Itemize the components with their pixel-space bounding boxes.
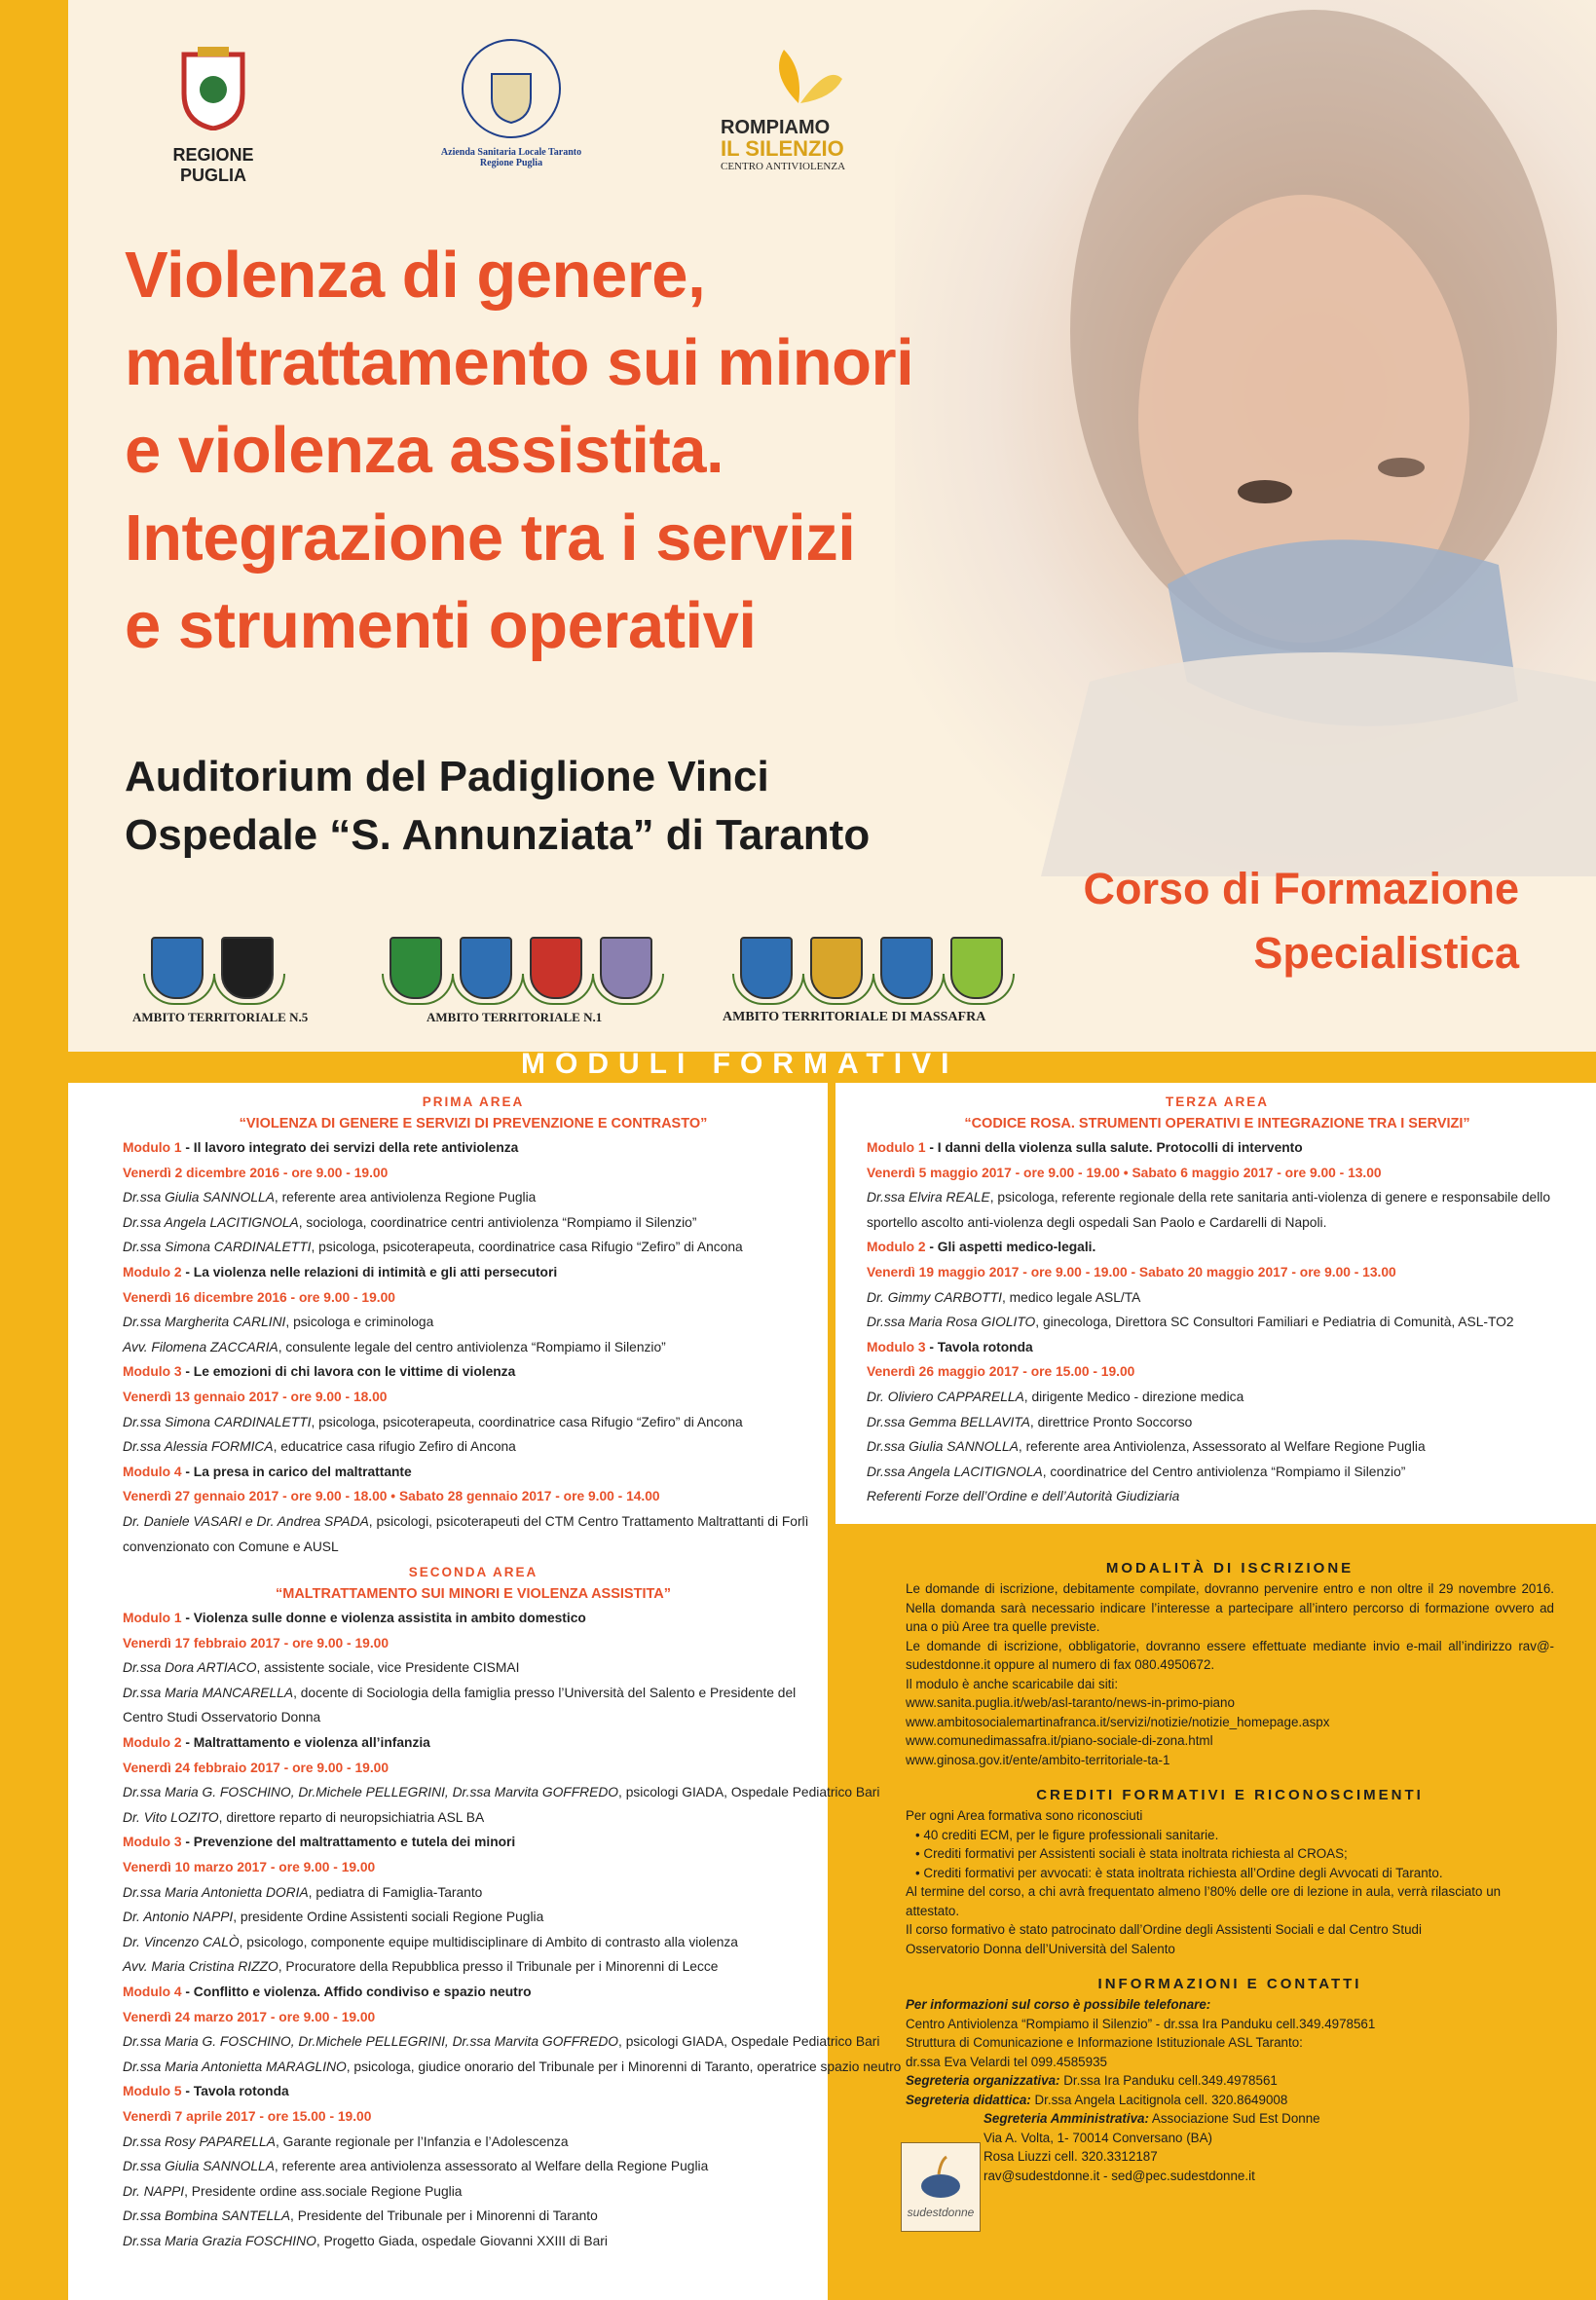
program-line (123, 1681, 824, 1706)
speaker-role: , assistente sociale, vice Presidente CISMAI (256, 1660, 520, 1676)
speaker-role: , dirigente Medico - direzione medica (1023, 1389, 1244, 1404)
speaker-role: , consulente legale del centro antiviolenza “Rompiamo il Silenzio” (278, 1339, 666, 1354)
program-line (867, 1210, 1568, 1236)
program-line (123, 1135, 824, 1161)
crediti-text: Per ogni Area formativa sono riconosciuti (906, 1808, 1143, 1823)
session-date: Venerdì 5 maggio 2017 - ore 9.00 - 19.00 • Sabato 6 maggio 2017 - ore 9.00 - 13.00 (867, 1165, 1382, 1180)
program-line (123, 1705, 824, 1730)
speaker-name: Dr.ssa Maria Grazia FOSCHINO (123, 2233, 316, 2248)
ambito-1-label: AMBITO TERRITORIALE N.1 (427, 1010, 603, 1024)
speaker-role: Centro Studi Osservatorio Donna (123, 1710, 321, 1725)
session-date: Venerdì 24 febbraio 2017 - ore 9.00 - 19.00 (123, 1760, 390, 1775)
seg-amm-label: Segreteria Amministrativa: (984, 2111, 1149, 2126)
module-number: Modulo 2 (123, 1735, 182, 1751)
module-number: Modulo 2 (867, 1240, 926, 1255)
contatti-intro: Per informazioni sul corso è possibile telefonare: (906, 1997, 1211, 2012)
crediti-title: CREDITI FORMATIVI E RICONOSCIMENTI (1036, 1787, 1424, 1803)
speaker-role: , psicologi GIADA, Ospedale Pediatrico Bari (618, 1785, 880, 1800)
program-line (123, 1359, 824, 1385)
address-line: Rosa Liuzzi cell. 320.3312187 (984, 2149, 1158, 2164)
module-number: Modulo 4 (123, 1985, 182, 1999)
logo-ilsilenzio-label: IL SILENZIO (721, 136, 844, 161)
program-line (867, 1484, 1568, 1509)
seg-org-value: Dr.ssa Ira Panduku cell.349.4978561 (1059, 2073, 1278, 2088)
program-line (867, 1260, 1568, 1285)
speaker-name: Dr.ssa Maria G. FOSCHINO, Dr.Michele PELLEGRINI, Dr.ssa Marvita GOFFREDO (123, 2034, 619, 2050)
session-date: Venerdì 13 gennaio 2017 - ore 9.00 - 18.00 (123, 1389, 388, 1404)
contatti-line: Centro Antiviolenza “Rompiamo il Silenzio” - dr.ssa Ira Panduku cell.349.4978561 (906, 2016, 1376, 2031)
iscrizione-text: Le domande di iscrizione, obbligatorie, dovranno essere effettuate mediante invio e-mail all’indirizzo rav@-sudestdonne.it oppure al numero di fax 080.4950672. (906, 1638, 1554, 1672)
speaker-name: Dr.ssa Maria MANCARELLA (123, 1685, 294, 1700)
comune-crest-icon (740, 937, 793, 999)
speaker-role: , psicologi GIADA, Ospedale Pediatrico Bari (618, 2034, 880, 2050)
crediti-text: Il corso formativo è stato patrocinato dall’Ordine degli Assistenti Sociali e dal Centro Studi (906, 1922, 1422, 1937)
speaker-name: Dr.ssa Maria G. FOSCHINO, Dr.Michele PELLEGRINI, Dr.ssa Marvita GOFFREDO (123, 1785, 619, 1800)
program-line (123, 1161, 824, 1186)
module-number: Modulo 3 (123, 1364, 182, 1380)
title-line: maltrattamento sui minori (125, 326, 914, 399)
title-line: e strumenti operativi (125, 589, 757, 662)
speaker-role: , psicologa, giudice onorario del Tribunale per i Minorenni di Taranto, operatrice spazio neutro (346, 2059, 902, 2074)
email-link[interactable]: rav@sudestdonne.it - sed@pec.sudestdonne.it (984, 2168, 1255, 2183)
seg-amm-value: Associazione Sud Est Donne (1148, 2111, 1320, 2126)
module-title: - Gli aspetti medico-legali. (925, 1240, 1096, 1255)
module-title: - Violenza sulle donne e violenza assistita in ambito domestico (181, 1611, 586, 1626)
hero-section (68, 0, 1596, 1052)
speaker-role: convenzionato con Comune e AUSL (123, 1539, 339, 1554)
comune-crest-icon (950, 937, 1003, 999)
program-line (123, 1460, 824, 1485)
speaker-role: , coordinatrice del Centro antiviolenza “Rompiamo il Silenzio” (1042, 1464, 1406, 1479)
speaker-name: Dr. Antonio NAPPI (123, 1910, 234, 1925)
module-title: - Tavola rotonda (181, 2084, 289, 2099)
comune-crest-icon (460, 937, 512, 999)
module-number: Modulo 1 (123, 1140, 182, 1155)
module-number: Modulo 2 (123, 1264, 182, 1280)
info-panel (906, 1558, 1554, 2185)
title-line: Violenza di genere, (125, 239, 706, 312)
program-line (123, 2179, 824, 2205)
course-label (1032, 857, 1519, 985)
speaker-role: , presidente Ordine Assistenti sociali Regione Puglia (233, 1910, 544, 1925)
program-line (867, 1135, 1568, 1161)
session-date: Venerdì 26 maggio 2017 - ore 15.00 - 19.00 (867, 1364, 1135, 1380)
module-number: Modulo 4 (123, 1464, 182, 1479)
program-line (867, 1434, 1568, 1460)
program-line (123, 1335, 824, 1360)
program-line (867, 1285, 1568, 1311)
program-line (123, 1434, 824, 1460)
session-date: Venerdì 24 marzo 2017 - ore 9.00 - 19.00 (123, 2009, 376, 2024)
program-line (123, 1954, 824, 1980)
program-line (867, 1235, 1568, 1260)
speaker-role: , psicologa e criminologa (285, 1315, 434, 1330)
crediti-text: Osservatorio Donna dell’Università del Salento (906, 1941, 1175, 1956)
speaker-name: Dr.ssa Maria Antonietta MARAGLINO (123, 2059, 347, 2074)
crests-ambito-1 (390, 937, 652, 999)
speaker-role: , docente di Sociologia della famiglia presso l’Università del Salento e Presidente del (293, 1685, 797, 1700)
speaker-role: , sociologa, coordinatrice centri antiviolenza “Rompiamo il Silenzio” (298, 1214, 697, 1230)
regione-puglia-shield-icon (178, 45, 248, 130)
speaker-role: , psicologo, componente equipe multidisciplinare di Ambito di contrasto alla violenza (239, 1934, 738, 1949)
program-line (123, 1484, 824, 1509)
program-line (867, 1335, 1568, 1360)
venue-line: Ospedale “S. Annunziata” di Taranto (125, 811, 871, 859)
ambito-5-label: AMBITO TERRITORIALE N.5 (132, 1010, 309, 1024)
ambito-massafra-label: AMBITO TERRITORIALE DI MASSAFRA (723, 1010, 986, 1024)
speaker-role: , ginecologa, Direttora SC Consultori Familiari e Pediatria di Comunità, ASL-TO2 (1035, 1315, 1514, 1330)
speaker-role: , psicologa, referente regionale della rete sanitaria anti-violenza di genere e responsabile dello (989, 1190, 1550, 1206)
speaker-name: Dr.ssa Angela LACITIGNOLA (123, 1214, 299, 1230)
comune-crest-icon (880, 937, 933, 999)
program-line (867, 1310, 1568, 1335)
title-line: e violenza assistita. (125, 414, 724, 487)
download-link[interactable]: www.ginosa.gov.it/ente/ambito-territoriale-ta-1 (906, 1752, 1170, 1767)
program-line (123, 1385, 824, 1410)
program-line (123, 1756, 824, 1781)
program-line (123, 2104, 824, 2130)
module-title: - Le emozioni di chi lavora con le vittime di violenza (181, 1364, 516, 1380)
program-line (867, 1460, 1568, 1485)
asl-taranto-seal-icon (458, 35, 565, 142)
program-line (123, 1631, 824, 1656)
area-title: “VIOLENZA DI GENERE E SERVIZI DI PREVENZIONE E CONTRASTO” (239, 1116, 708, 1131)
speaker-name: Dr.ssa Giulia SANNOLLA (123, 2159, 275, 2174)
teapot-icon (911, 2149, 970, 2203)
program-line (867, 1385, 1568, 1410)
course-line: Corso di Formazione (1083, 864, 1519, 913)
speaker-role: , Presidente del Tribunale per i Minorenni di Taranto (290, 2208, 598, 2224)
crediti-text: • 40 crediti ECM, per le figure professionali sanitarie. (915, 1827, 1219, 1842)
module-number: Modulo 1 (123, 1611, 182, 1626)
speaker-role: , Garante regionale per l’Infanzia e l’Adolescenza (275, 2133, 569, 2149)
logo-asl-label: Azienda Sanitaria Locale Taranto (440, 147, 582, 158)
session-date: Venerdì 2 dicembre 2016 - ore 9.00 - 19.00 (123, 1165, 389, 1180)
module-title: - Tavola rotonda (925, 1339, 1033, 1354)
speaker-name: Dr. Daniele VASARI e Dr. Andrea SPADA (123, 1513, 369, 1529)
speaker-name: Dr.ssa Giulia SANNOLLA (867, 1439, 1019, 1455)
speaker-name: Dr.ssa Alessia FORMICA (123, 1439, 274, 1455)
session-date: Venerdì 10 marzo 2017 - ore 9.00 - 19.00 (123, 1860, 376, 1875)
program-line (123, 1905, 824, 1930)
seg-org-label: Segreteria organizzativa: (906, 2073, 1060, 2088)
session-date: Venerdì 7 aprile 2017 - ore 15.00 - 19.00 (123, 2108, 372, 2124)
title-line: Integrazione tra i servizi (125, 501, 856, 575)
crests-massafra (740, 937, 1003, 999)
speaker-role: , educatrice casa rifugio Zefiro di Ancona (273, 1439, 516, 1455)
logo-centro-label: CENTRO ANTIVIOLENZA (721, 161, 846, 172)
program-line (123, 1930, 824, 1955)
program-line (867, 1410, 1568, 1435)
program-line (123, 1655, 824, 1681)
speaker-name: Dr.ssa Bombina SANTELLA (123, 2208, 291, 2224)
program-line (123, 2055, 902, 2080)
module-title: - Il lavoro integrato dei servizi della rete antiviolenza (181, 1140, 519, 1155)
session-date: Venerdì 27 gennaio 2017 - ore 9.00 - 18.00 • Sabato 28 gennaio 2017 - ore 9.00 - 14.00 (123, 1489, 660, 1504)
module-number: Modulo 5 (123, 2084, 182, 2099)
program-line (123, 1285, 824, 1311)
area-2-lines (123, 1606, 902, 2253)
module-title: - Conflitto e violenza. Affido condiviso e spazio neutro (181, 1985, 532, 1999)
comune-crest-icon (600, 937, 652, 999)
download-link[interactable]: www.sanita.puglia.it/web/asl-taranto/news-in-primo-piano (906, 1695, 1235, 1710)
iscrizione-text: Le domande di iscrizione, debitamente compilate, dovranno pervenire entro e non oltre il 29 novembre 2016. Nella domanda sarà necessario indicare l’interesse a partecipare all’intero percorso di formazione ovvero ad una o più Aree tra quelle previste. (906, 1581, 1554, 1634)
area-title: “MALTRATTAMENTO SUI MINORI E VIOLENZA ASSISTITA” (276, 1586, 671, 1603)
program-line (123, 2130, 824, 2155)
program-line (123, 1310, 824, 1335)
program-line (123, 1780, 880, 1805)
program-line (867, 1185, 1568, 1210)
crediti-text: • Crediti formativi per avvocati: è stata inoltrata richiesta all’Ordine degli Avvocati di Taranto. (915, 1865, 1443, 1880)
speaker-name: Avv. Maria Cristina RIZZO (123, 1959, 278, 1975)
logo-rompiamo-il-silenzio (721, 45, 867, 172)
comune-crest-icon (810, 937, 863, 999)
speaker-role: , direttrice Pronto Soccorso (1029, 1414, 1193, 1429)
logo-regione-puglia (150, 45, 277, 186)
session-date: Venerdì 16 dicembre 2016 - ore 9.00 - 19.00 (123, 1289, 395, 1305)
speaker-role: , psicologa, psicoterapeuta, coordinatrice casa Rifugio “Zefiro” di Ancona (311, 1414, 743, 1429)
program-line (123, 1410, 824, 1435)
speaker-name: Dr.ssa Maria Rosa GIOLITO (867, 1315, 1036, 1330)
seg-did-value: Dr.ssa Angela Lacitignola cell. 320.8649008 (1030, 2092, 1288, 2107)
speaker-name: Dr. NAPPI (123, 2183, 185, 2199)
speaker-name: Avv. Filomena ZACCARIA (123, 1339, 278, 1354)
speaker-name: Dr.ssa Angela LACITIGNOLA (867, 1464, 1043, 1479)
program-line (123, 1805, 824, 1831)
program-line (123, 1830, 824, 1855)
speaker-name: Dr.ssa Margherita CARLINI (123, 1315, 286, 1330)
speaker-role: , referente area antiviolenza assessorato al Welfare della Regione Puglia (274, 2159, 709, 2174)
program-line (123, 2204, 824, 2229)
program-line (867, 1161, 1568, 1186)
program-line (123, 2229, 824, 2254)
session-date: Venerdì 19 maggio 2017 - ore 9.00 - 19.00 - Sabato 20 maggio 2017 - ore 9.00 - 13.00 (867, 1264, 1396, 1280)
area-label: PRIMA AREA (422, 1094, 525, 1109)
sudestdonne-logo (901, 2142, 981, 2232)
crests-ambito-5 (151, 937, 274, 999)
moduli-formativi-heading: MODULI FORMATIVI (521, 1048, 959, 1080)
venue-line: Auditorium del Padiglione Vinci (125, 753, 769, 800)
area-title: “CODICE ROSA. STRUMENTI OPERATIVI E INTEGRAZIONE TRA I SERVIZI” (964, 1116, 1470, 1131)
module-title: - Prevenzione del maltrattamento e tutela dei minori (181, 1835, 516, 1850)
speaker-role: , Procuratore della Repubblica presso il Tribunale per i Minorenni di Lecce (278, 1959, 719, 1975)
speaker-name: Dr.ssa Giulia SANNOLLA (123, 1190, 275, 1206)
program-line (123, 2029, 880, 2055)
speaker-name: Referenti Forze dell’Ordine e dell’Autorità Giudiziaria (867, 1489, 1180, 1504)
speaker-name: Dr.ssa Elvira REALE (867, 1190, 990, 1206)
area-label: TERZA AREA (1166, 1094, 1269, 1109)
contatti-line: dr.ssa Eva Velardi tel 099.4585935 (906, 2054, 1107, 2069)
comune-crest-icon (390, 937, 442, 999)
speaker-role: , Progetto Giada, ospedale Giovanni XXIII di Bari (315, 2233, 608, 2248)
module-number: Modulo 3 (867, 1339, 926, 1354)
speaker-name: Dr.ssa Dora ARTIACO (123, 1660, 257, 1676)
speaker-name: Dr.ssa Simona CARDINALETTI (123, 1414, 312, 1429)
module-number: Modulo 3 (123, 1835, 182, 1850)
download-link[interactable]: www.comunedimassafra.it/piano-sociale-di-zona.html (906, 1733, 1213, 1748)
contatti-line: Struttura di Comunicazione e Informazione Istituzionale ASL Taranto: (906, 2035, 1303, 2050)
program-line (123, 2079, 824, 2104)
session-date: Venerdì 17 febbraio 2017 - ore 9.00 - 19.00 (123, 1635, 390, 1651)
module-title: - Maltrattamento e violenza all’infanzia (181, 1735, 430, 1751)
area-label: SECONDA AREA (408, 1565, 538, 1580)
speaker-role: , Presidente ordine ass.sociale Regione Puglia (184, 2183, 463, 2199)
speaker-name: Dr.ssa Maria Antonietta DORIA (123, 1884, 309, 1900)
iscrizione-text: Il modulo è anche scaricabile dai siti: (906, 1676, 1119, 1691)
program-line (123, 2005, 824, 2030)
course-line: Specialistica (1253, 928, 1519, 978)
program-line (123, 1509, 824, 1535)
program-line (867, 1359, 1568, 1385)
crediti-text: • Crediti formativi per Assistenti sociali è stata inoltrata richiesta al CROAS; (915, 1846, 1348, 1861)
program-line (123, 1606, 824, 1631)
speaker-name: Dr.ssa Simona CARDINALETTI (123, 1240, 312, 1255)
speaker-name: Dr. Vincenzo CALÒ (123, 1934, 240, 1949)
logo-asl-sublabel: Regione Puglia (479, 158, 543, 168)
speaker-role: , referente area Antiviolenza, Assessorato al Welfare Regione Puglia (1018, 1439, 1426, 1455)
logo-asl-taranto (438, 35, 584, 168)
sudestdonne-label: sudestdonne (907, 2206, 975, 2219)
speaker-role: , direttore reparto di neuropsichiatria ASL BA (218, 1809, 485, 1825)
logo-regione-puglia-label: REGIONE PUGLIA (172, 145, 254, 185)
crediti-text: Al termine del corso, a chi avrà frequentato almeno l’80% delle ore di lezione in aula, verrà rilasciato un attestato. (906, 1884, 1502, 1918)
contatti-title: INFORMAZIONI E CONTATTI (1097, 1976, 1362, 1992)
speaker-role: , psicologi, psicoterapeuti del CTM Centro Trattamento Maltrattanti di Forlì (368, 1513, 809, 1529)
program-line (123, 1210, 824, 1236)
program-line (123, 2154, 824, 2179)
program-line (123, 1980, 824, 2005)
module-number: Modulo 1 (867, 1140, 926, 1155)
speaker-name: Dr.ssa Gemma BELLAVITA (867, 1414, 1030, 1429)
area-3-lines (867, 1135, 1568, 1509)
comune-crest-icon (151, 937, 204, 999)
program-line (123, 1855, 824, 1880)
speaker-name: Dr. Vito LOZITO (123, 1809, 219, 1825)
module-title: - I danni della violenza sulla salute. Protocolli di intervento (925, 1140, 1303, 1155)
venue (125, 748, 870, 865)
iscrizione-title: MODALITÀ DI ISCRIZIONE (1105, 1560, 1355, 1577)
seg-did-label: Segreteria didattica: (906, 2092, 1031, 2107)
address-line: Via A. Volta, 1- 70014 Conversano (BA) (984, 2130, 1212, 2145)
speaker-role: , referente area antiviolenza Regione Puglia (274, 1190, 537, 1206)
speaker-role: , medico legale ASL/TA (1001, 1289, 1141, 1305)
speaker-role: sportello ascolto anti-violenza degli ospedali San Paolo e Cardarelli di Napoli. (867, 1214, 1327, 1230)
speaker-name: Dr.ssa Rosy PAPARELLA (123, 2133, 276, 2149)
program-line (123, 1730, 824, 1756)
comune-crest-icon (221, 937, 274, 999)
module-title: - La presa in carico del maltrattante (181, 1464, 412, 1479)
right-program-column (867, 1093, 1568, 1509)
program-line (123, 1260, 824, 1285)
speaker-role: , psicologa, psicoterapeuta, coordinatrice casa Rifugio “Zefiro” di Ancona (311, 1240, 743, 1255)
area-1-lines (123, 1135, 824, 1559)
download-link[interactable]: www.ambitosocialemartinafranca.it/servizi/notizie/notizie_homepage.aspx (906, 1714, 1330, 1729)
program-line (123, 1185, 824, 1210)
module-title: - La violenza nelle relazioni di intimità e gli atti persecutori (181, 1264, 558, 1280)
speaker-role: , pediatra di Famiglia-Taranto (308, 1884, 483, 1900)
speaker-name: Dr. Oliviero CAPPARELLA (867, 1389, 1024, 1404)
main-title (125, 232, 1098, 670)
program-line (123, 1880, 824, 1906)
speaker-name: Dr. Gimmy CARBOTTI (867, 1289, 1002, 1305)
left-program-column (123, 1093, 902, 2254)
comune-crest-icon (530, 937, 582, 999)
butterfly-icon (750, 45, 857, 113)
program-line (123, 1235, 824, 1260)
program-line (123, 1535, 824, 1560)
logo-rompiamo-label: ROMPIAMO (721, 117, 831, 138)
